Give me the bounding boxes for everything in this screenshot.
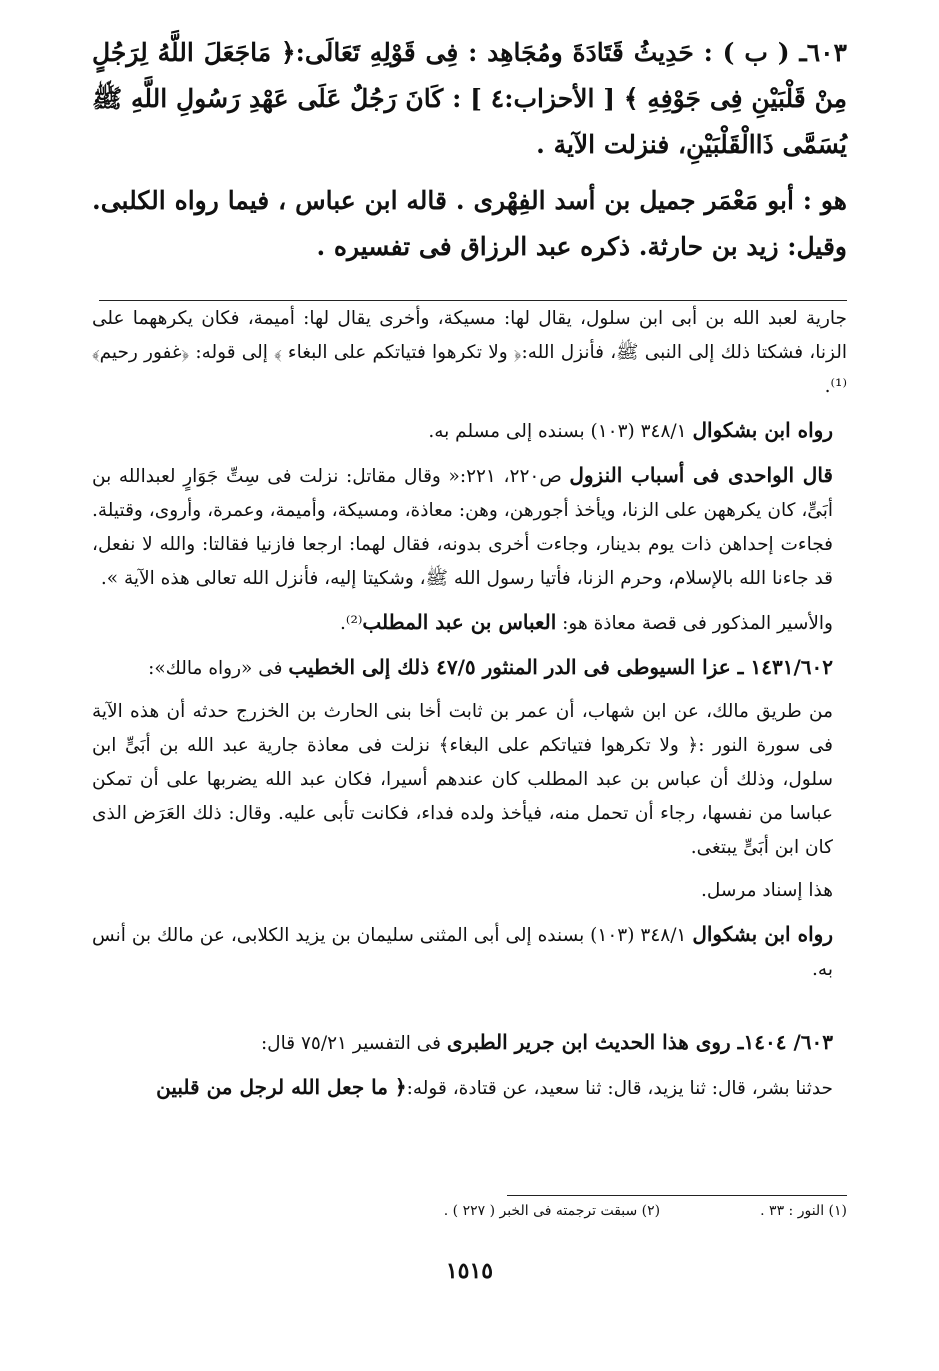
source-heading: رواه ابن بشكوال xyxy=(692,922,833,946)
page-number: ١٥١٥ xyxy=(445,1258,494,1284)
source-heading: قال الواحدى فى أسباب النزول xyxy=(569,463,833,487)
note-text: والأسير المذكور فى قصة معاذة هو: xyxy=(556,613,833,634)
source-detail: فى «رواه مالك»: xyxy=(148,658,289,679)
note-text: حدثنا بشر، قال: ثنا يزيد، قال: ثنا سعيد، عن قتادة، قوله: xyxy=(406,1078,833,1099)
section-divider xyxy=(99,300,847,301)
note-paragraph xyxy=(92,917,847,987)
hadith-paragraph: ٦٠٣ـ ( ب ) : حَدِيثُ قَتَادَةَ ومُجَاهِد : فِى قَوْلِهِ تَعَالَى:﴿ مَاجَعَلَ اللَّهُ لِرَجُلٍ مِنْ قَلْبَيْنِ فِى جَوْفِهِ ﴾ [ الأحزاب:٤ ] : كَانَ رَجُلٌ عَلَى عَهْدِ رَسُولِ اللَّهِ ﷺ يُسَمَّى ذَاالْقَلْبَيْنِ، فنزلت الآية . xyxy=(92,38,847,159)
main-text xyxy=(92,30,847,270)
footnote-1: (١) النور : ٣٣ . xyxy=(760,1203,847,1219)
quran-quote: ﴿ ما جعل الله لرجل من قلبين xyxy=(156,1075,407,1099)
note-paragraph: جارية لعبد الله بن أبى ابن سلول، يقال لها: مسيكة، وأخرى يقال لها: أميمة، فكان يكرههما على الزنا، فشكتا ذلك إلى النبى ﷺ، فأنزل الله:﴿ ولا تكرهوا فتياتكم على البغاء ﴾ إلى قوله: ﴿غفور رحيم﴾⁽¹⁾. xyxy=(92,308,847,397)
source-detail: ٣٤٨/١ (١٠٣) بسنده إلى مسلم به. xyxy=(428,421,693,442)
note-paragraph xyxy=(92,1025,847,1061)
footnote-2: (٢) سبقت ترجمته فى الخبر ( ٢٢٧ ) . xyxy=(443,1203,661,1219)
note-paragraph xyxy=(92,413,847,449)
source-heading: ٦٠٣/ ١٤٠٤ـ روى هذا الحديث ابن جرير الطبرى xyxy=(446,1030,833,1054)
source-detail: ص٢٢٠، ٢٢١:« وقال مقاتل: نزلت فى سِتِّ جَوَارٍ لعبدالله بن أبَىٍّ، كان يكرههن على الزنا، ويأخذ أجورهن، وهن: معاذة، ومسيكة، وأميمة، وعمرة، وأروى، وقتيلة. فجاءت إحداهن ذات يوم بدينار، وجاءت أخرى بدونه، فقال لهما: ارجعا فازنيا فقالتا: والله لا نفعل، قد جاءنا الله بالإسلام، وحرم الزنا، فأتيا رسول الله ﷺ، وشكيتا إليه، فأنزل الله تعالى هذه الآية ». xyxy=(92,466,833,589)
source-heading: ١٤٣١/٦٠٢ ـ عزا السيوطى فى الدر المنثور ٤٧/٥ ذلك إلى الخطيب xyxy=(288,655,833,679)
note-paragraph xyxy=(92,605,847,641)
source-detail: ٣٤٨/١ (١٠٣) بسنده إلى أبى المثنى سليمان بن يزيد الكلابى، عن مالك بن أنس به. xyxy=(92,925,833,980)
note-paragraph: من طريق مالك، عن ابن شهاب، أن عمر بن ثابت أخا بنى الحارث بن الخزرج حدثه أن هذه الآية فى سورة النور :﴿ ولا تكرهوا فتياتكم على البغاء﴾ نزلت فى معاذة جارية عبد الله بن أبَىٍّ ابن سلول، وذلك أن عباس بن عبد المطلب كان عندهم أسيرا، فكان عبد الله يضربها على أن تمكن عباسا من نفسها، رجاء أن تحمل منه، فيأخذ ولده فداء، فكانت تأبى عليه. وقال: ذلك العَرَض الذى كان ابن أبَىٍّ يبتغى. xyxy=(92,701,833,858)
note-marker: ⁽²⁾. xyxy=(340,613,363,634)
person-name: العباس بن عبد المطلب xyxy=(362,610,557,634)
commentary-paragraph: هو : أبو مَعْمَر جميل بن أسد الفِهْرى . قاله ابن عباس ، فيما رواه الكلبى. وقيل: زيد بن حارثة. ذكره عبد الرزاق فى تفسيره . xyxy=(92,186,847,261)
source-detail: فى التفسير ٧٥/٢١ قال: xyxy=(260,1033,447,1054)
source-heading: رواه ابن بشكوال xyxy=(692,418,833,442)
footnote-divider xyxy=(507,1195,847,1196)
note-paragraph xyxy=(92,650,847,686)
note-paragraph: هذا إسناد مرسل. xyxy=(701,880,833,901)
notes-section xyxy=(92,302,847,1106)
note-paragraph xyxy=(92,1070,847,1106)
note-paragraph xyxy=(92,458,847,596)
footnotes xyxy=(92,1200,847,1222)
